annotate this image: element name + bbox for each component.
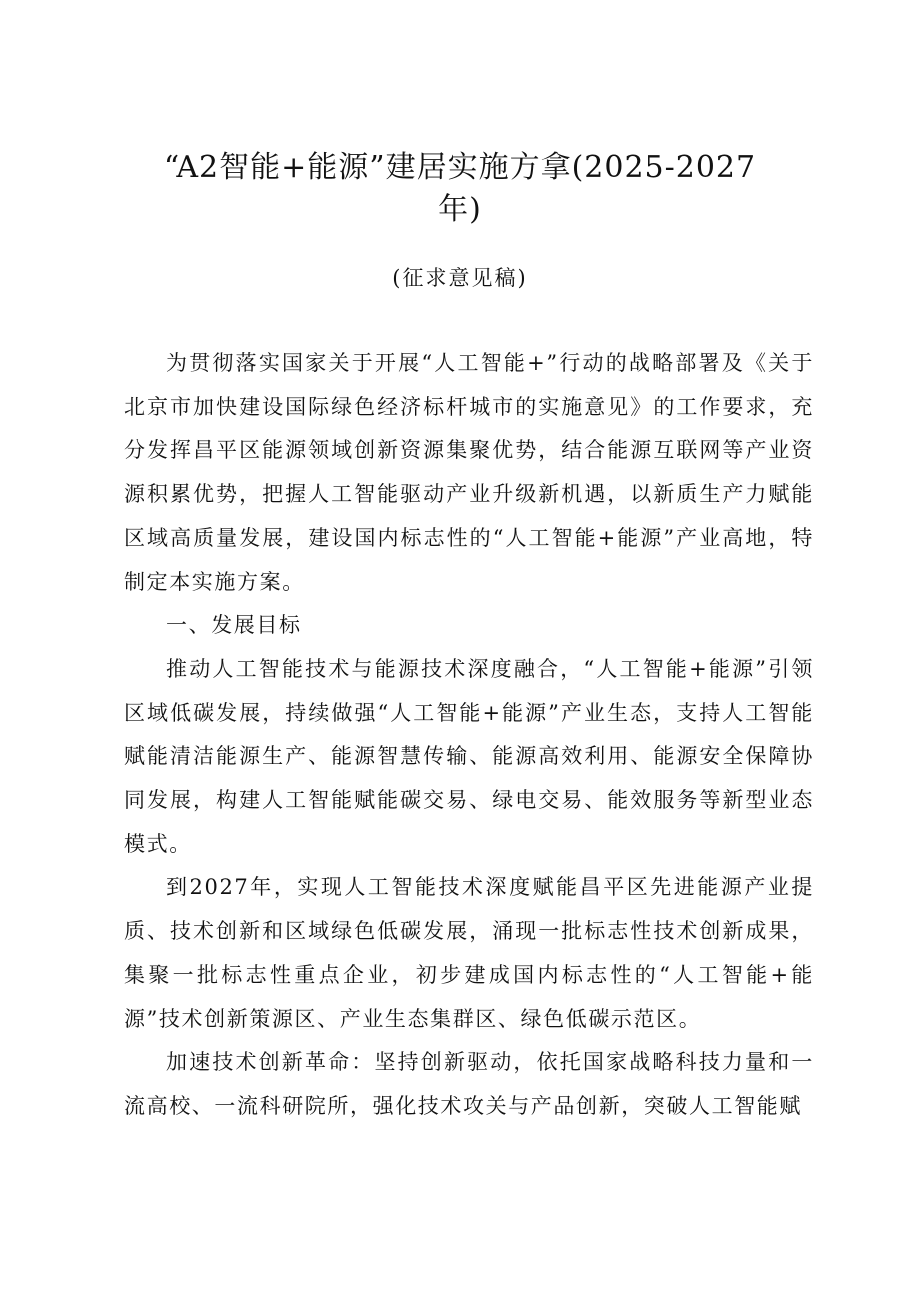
document-title-line-1: “A2智能+能源”建居实施方拿(2025-2027 (163, 150, 757, 185)
document-title-line-2: 年) (438, 192, 482, 227)
paragraph-2027-target: 到2027年，实现人工智能技术深度赋能昌平区先进能源产业提质、技术创新和区域绿色低碳发展，涌现一批标志性技术创新成果，集聚一批标志性重点企业，初步建成国内标志性的“人工智能+能源”技术创新策源区、产业生态集群区、绿色低碳示范区。 (124, 875, 814, 1031)
paragraph-intro: 为贯彻落实国家关于开展“人工智能+”行动的战略部署及《关于北京市加快建设国际绿色经济标杆城市的实施意见》的工作要求，充分发挥昌平区能源领域创新资源集聚优势，结合能源互联网等产业资源积累优势，把握人工智能驱动产业升级新机遇，以新质生产力赋能区域高质量发展，建设国内标志性的“人工智能+能源”产业高地，特制定本实施方案。 (124, 351, 814, 594)
section-heading-goals: 一、发展目标 (166, 613, 302, 638)
document-body (124, 342, 814, 1129)
document-subtitle: (征求意见稿) (392, 266, 528, 290)
paragraph-goals: 推动人工智能技术与能源技术深度融合，“人工智能+能源”引领区域低碳发展，持续做强“人工智能+能源”产业生态，支持人工智能赋能清洁能源生产、能源智慧传输、能源高效利用、能源安全保障协同发展，构建人工智能赋能碳交易、绿电交易、能效服务等新型业态模式。 (124, 656, 814, 856)
paragraph-tech-innovation: 加速技术创新革命：坚持创新驱动，依托国家战略科技力量和一流高校、一流科研院所，强化技术攻关与产品创新，突破人工智能赋 (124, 1050, 814, 1118)
